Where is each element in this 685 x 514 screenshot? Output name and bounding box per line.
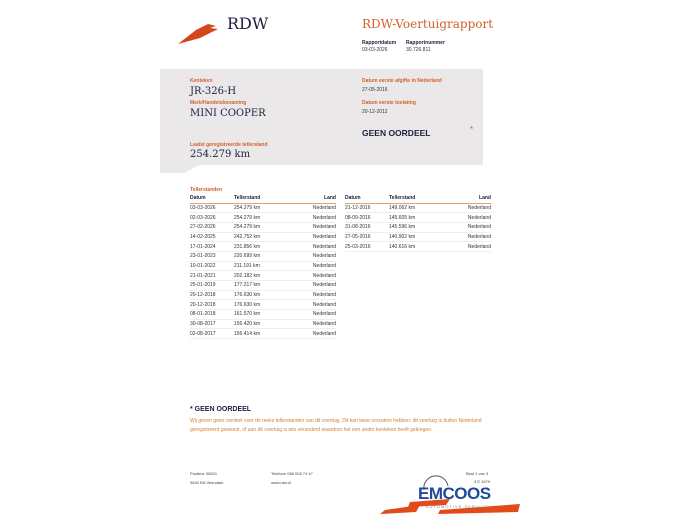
teller-label: Laatst geregistreerde tellerstand	[190, 142, 268, 148]
cell-land: Nederland	[449, 213, 491, 223]
cell-datum: 27-02-2026	[190, 222, 234, 232]
rapportdatum-label: Rapportdatum	[362, 40, 397, 46]
cell-tellerstand: 202.182 km	[234, 271, 294, 281]
cell-tellerstand: 145.605 km	[389, 213, 449, 223]
cell-land: Nederland	[294, 310, 336, 320]
report-title: RDW-Voertuigrapport	[362, 17, 494, 31]
tellerstanden-table-left	[190, 194, 336, 339]
note-text: Wij geven geen oordeel over de reeks tellerstanden van dit voertuig. Dit kan twee oorzaken hebben: dit voertuig is buiten Nederland geregistreerd geweest, of aan dit voertuig is iets veranderd waardoor het een ander kenteken heeft gekregen.	[190, 418, 482, 433]
cell-land: Nederland	[294, 281, 336, 291]
col-tellerstand: Tellerstand	[234, 194, 294, 203]
col-land: Land	[294, 194, 336, 203]
cell-land: Nederland	[294, 290, 336, 300]
rapportnummer-label: Rapportnummer	[406, 40, 445, 46]
cell-tellerstand: 176.630 km	[234, 290, 294, 300]
footer-telefoon: Telefoon 088 008 74 47	[271, 471, 313, 476]
cell-land: Nederland	[449, 232, 491, 242]
kenteken-label: Kenteken	[190, 78, 213, 84]
cell-land: Nederland	[294, 271, 336, 281]
cell-tellerstand: 254.279 km	[234, 203, 294, 213]
cell-land: Nederland	[294, 300, 336, 310]
table-row	[190, 300, 336, 310]
table-row	[345, 213, 491, 223]
rapportnummer: 30.726.811	[406, 47, 431, 53]
cell-datum: 14-02-2025	[190, 232, 234, 242]
cell-datum: 02-08-2017	[190, 329, 234, 339]
cell-datum: 20-12-2018	[190, 300, 234, 310]
col-datum: Datum	[190, 194, 234, 203]
cell-land: Nederland	[294, 261, 336, 271]
cell-datum: 08-09-2016	[345, 213, 389, 223]
cell-tellerstand: 177.217 km	[234, 281, 294, 291]
cell-tellerstand: 220.699 km	[234, 251, 294, 261]
cell-datum: 17-01-2024	[190, 242, 234, 252]
cell-land: Nederland	[294, 203, 336, 213]
cell-tellerstand: 242.752 km	[234, 232, 294, 242]
emcoos-watermark	[380, 472, 520, 514]
oordeel-asterisk: *	[470, 125, 474, 134]
table-row	[190, 319, 336, 329]
cell-datum: 21-12-2016	[345, 203, 389, 213]
cell-tellerstand: 211.191 km	[234, 261, 294, 271]
afgifte: 27-05-2016	[362, 87, 388, 93]
watermark-text: EMCOOS	[418, 484, 491, 503]
cell-datum: 23-01-2023	[190, 251, 234, 261]
cell-datum: 25-03-2016	[345, 242, 389, 252]
kenteken: JR-326-H	[190, 86, 237, 97]
table-row	[345, 232, 491, 242]
cell-land: Nederland	[449, 242, 491, 252]
cell-datum: 03-03-2026	[190, 203, 234, 213]
table-row	[190, 329, 336, 339]
footer-adres: 9640 RA Veendam	[190, 480, 224, 485]
footer-postbus: Postbus 30000	[190, 471, 217, 476]
oordeel: GEEN OORDEEL	[362, 128, 431, 138]
table-row	[345, 242, 491, 252]
panel-notch	[160, 165, 200, 173]
teller: 254.279 km	[190, 149, 251, 160]
cell-land: Nederland	[294, 319, 336, 329]
cell-land: Nederland	[294, 232, 336, 242]
watermark-sub: AUTOMOTIVE SERVICE	[426, 504, 489, 509]
cell-datum: 27-05-2016	[345, 232, 389, 242]
cell-tellerstand: 254.279 km	[234, 213, 294, 223]
cell-tellerstand: 176.630 km	[234, 300, 294, 310]
table-row	[345, 222, 491, 232]
cell-land: Nederland	[294, 222, 336, 232]
note-title: * GEEN OORDEEL	[190, 406, 252, 413]
toelating-label: Datum eerste toelating	[362, 100, 416, 106]
cell-tellerstand: 161.570 km	[234, 310, 294, 320]
table-row	[190, 203, 336, 213]
cell-tellerstand: 156.420 km	[234, 319, 294, 329]
tellerstanden-table-right	[345, 194, 491, 252]
rdw-logo	[178, 20, 222, 51]
tellerstanden-title: Tellerstanden	[190, 187, 223, 193]
col-land: Land	[449, 194, 491, 203]
table-row	[190, 290, 336, 300]
toelating: 20-12-2012	[362, 109, 388, 115]
cell-datum: 08-01-2018	[190, 310, 234, 320]
cell-tellerstand: 254.279 km	[234, 222, 294, 232]
cell-tellerstand: 231.856 km	[234, 242, 294, 252]
col-tellerstand: Tellerstand	[389, 194, 449, 203]
cell-datum: 20-12-2018	[190, 290, 234, 300]
cell-datum: 31-08-2016	[345, 222, 389, 232]
cell-datum: 10-01-2022	[190, 261, 234, 271]
footer-code: 3 E 1679	[474, 479, 491, 484]
table-row	[190, 251, 336, 261]
rdw-bird-icon	[178, 20, 222, 46]
cell-tellerstand: 140.616 km	[389, 242, 449, 252]
table-row	[190, 222, 336, 232]
rapportdatum: 03-03-2026	[362, 47, 388, 53]
table-row	[190, 271, 336, 281]
cell-datum: 25-01-2019	[190, 281, 234, 291]
cell-tellerstand: 140.902 km	[389, 232, 449, 242]
cell-land: Nederland	[294, 329, 336, 339]
cell-datum: 30-08-2017	[190, 319, 234, 329]
merk-label: Merk/Handelsbenaming	[190, 100, 247, 106]
table-row	[190, 242, 336, 252]
footer-blad: Blad 1 van 3	[466, 471, 489, 476]
cell-tellerstand: 149.062 km	[389, 203, 449, 213]
cell-tellerstand: 145.596 km	[389, 222, 449, 232]
cell-land: Nederland	[294, 251, 336, 261]
cell-land: Nederland	[294, 242, 336, 252]
cell-land: Nederland	[449, 222, 491, 232]
table-row	[190, 281, 336, 291]
merk: MINI COOPER	[190, 108, 266, 119]
table-row	[190, 232, 336, 242]
table-row	[345, 203, 491, 213]
rdw-logo-text: RDW	[227, 14, 269, 33]
cell-tellerstand: 156.414 km	[234, 329, 294, 339]
table-row	[190, 213, 336, 223]
col-datum: Datum	[345, 194, 389, 203]
cell-datum: 02-03-2026	[190, 213, 234, 223]
afgifte-label: Datum eerste afgifte in Nederland	[362, 78, 442, 84]
cell-datum: 21-01-2021	[190, 271, 234, 281]
footer-website[interactable]: www.rdw.nl	[271, 480, 292, 485]
cell-land: Nederland	[449, 203, 491, 213]
table-row	[190, 310, 336, 320]
table-row	[190, 261, 336, 271]
cell-land: Nederland	[294, 213, 336, 223]
